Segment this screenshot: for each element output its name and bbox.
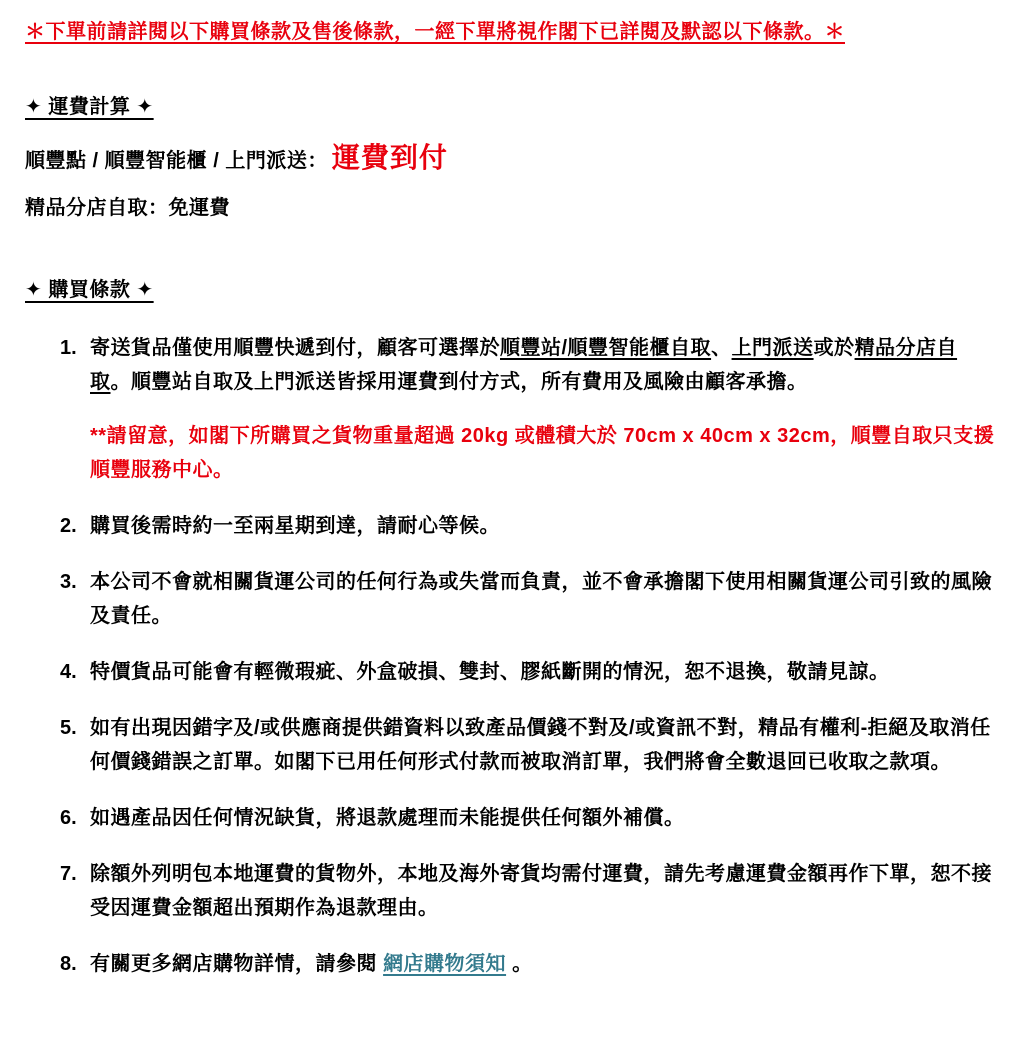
term-text: 特價貨品可能會有輕微瑕疵、外盒破損、雙封、膠紙斷開的情況，恕不退換，敬請見諒。 [90,661,890,683]
store-pickup-underline: 精品分店自取 [90,337,958,393]
term-segment: 。 [506,953,533,975]
term-text: 除額外列明包本地運費的貨物外，本地及海外寄貨均需付運費，請先考慮運費金額再作下單，恕不接受因運費金額超出預期作為退款理由。 [90,863,992,919]
term-body [90,801,998,835]
term-item-3 [60,565,998,633]
term-item-7 [60,857,998,925]
term-body [90,565,998,633]
term-number: 6. [60,807,77,829]
delivery-methods-label: 順豐點 / 順豐智能櫃 / 上門派送： [25,150,328,172]
home-delivery-underline: 上門派送 [731,337,814,359]
term-number: 8. [60,953,77,975]
term-text: 如有出現因錯字及/或供應商提供錯資料以致產品價錢不對及/或資訊不對，精品有權利-拒絕及取消任何價錢錯誤之訂單。如閣下已用任何形式付款而被取消訂單，我們將會全數退回已收取之款項。 [90,717,991,773]
term-segment: 寄送貨品僅使用順豐快遞到付，顧客可選擇於 [90,337,500,359]
terms-list [25,331,998,981]
term-text: 如遇產品因任何情況缺貨，將退款處理而未能提供任何額外補償。 [90,807,685,829]
term-body [90,655,998,689]
term-number: 4. [60,661,77,683]
shipping-fee-heading: ✦ 運費計算 ✦ [25,96,154,118]
term-segment: 。順豐站自取及上門派送皆採用運費到付方式，所有費用及風險由顧客承擔。 [110,371,808,393]
term-text: 本公司不會就相關貨運公司的任何行為或失當而負責，並不會承擔閣下使用相關貨運公司引致的風險及責任。 [90,571,992,627]
store-shopping-guide-link[interactable]: 網店購物須知 [383,953,507,975]
purchase-terms-heading: ✦ 購買條款 ✦ [25,279,154,301]
term-body [90,509,998,543]
term-number: 7. [60,863,77,885]
term-number: 3. [60,571,77,593]
term-body [90,857,998,925]
sf-station-pickup-underline: 順豐站/順豐智能櫃自取 [500,337,712,359]
term-segment: 或於 [813,337,855,359]
term-text [90,947,998,981]
term-number: 1. [60,337,77,359]
term-text: 購買後需時約一至兩星期到達，請耐心等候。 [90,515,500,537]
term-segment: 、 [711,337,732,359]
term-item-4 [60,655,998,689]
term-item-6 [60,801,998,835]
term-number: 2. [60,515,77,537]
term-segment: 有關更多網店購物詳情，請參閱 [90,953,384,975]
term-item-8 [60,947,998,981]
term-body [90,947,998,981]
term-item-2 [60,509,998,543]
weight-limit-note: **請留意，如閣下所購買之貨物重量超過 20kg 或體積大於 70cm x 40cm x 32cm，順豐自取只支援順豐服務中心。 [90,425,995,481]
delivery-methods-line [25,138,998,181]
term-body [90,331,998,487]
freight-collect-value: 運費到付 [331,142,448,173]
term-number: 5. [60,717,77,739]
pre-order-warning: ＊下單前請詳閱以下購買條款及售後條款，一經下單將視作閣下已詳閱及默認以下條款。＊ [25,21,845,43]
term-item-5 [60,711,998,779]
term-item-1 [60,331,998,487]
term-body [90,711,998,779]
term-text [90,331,998,399]
store-pickup-line: 精品分店自取：免運費 [25,197,230,219]
